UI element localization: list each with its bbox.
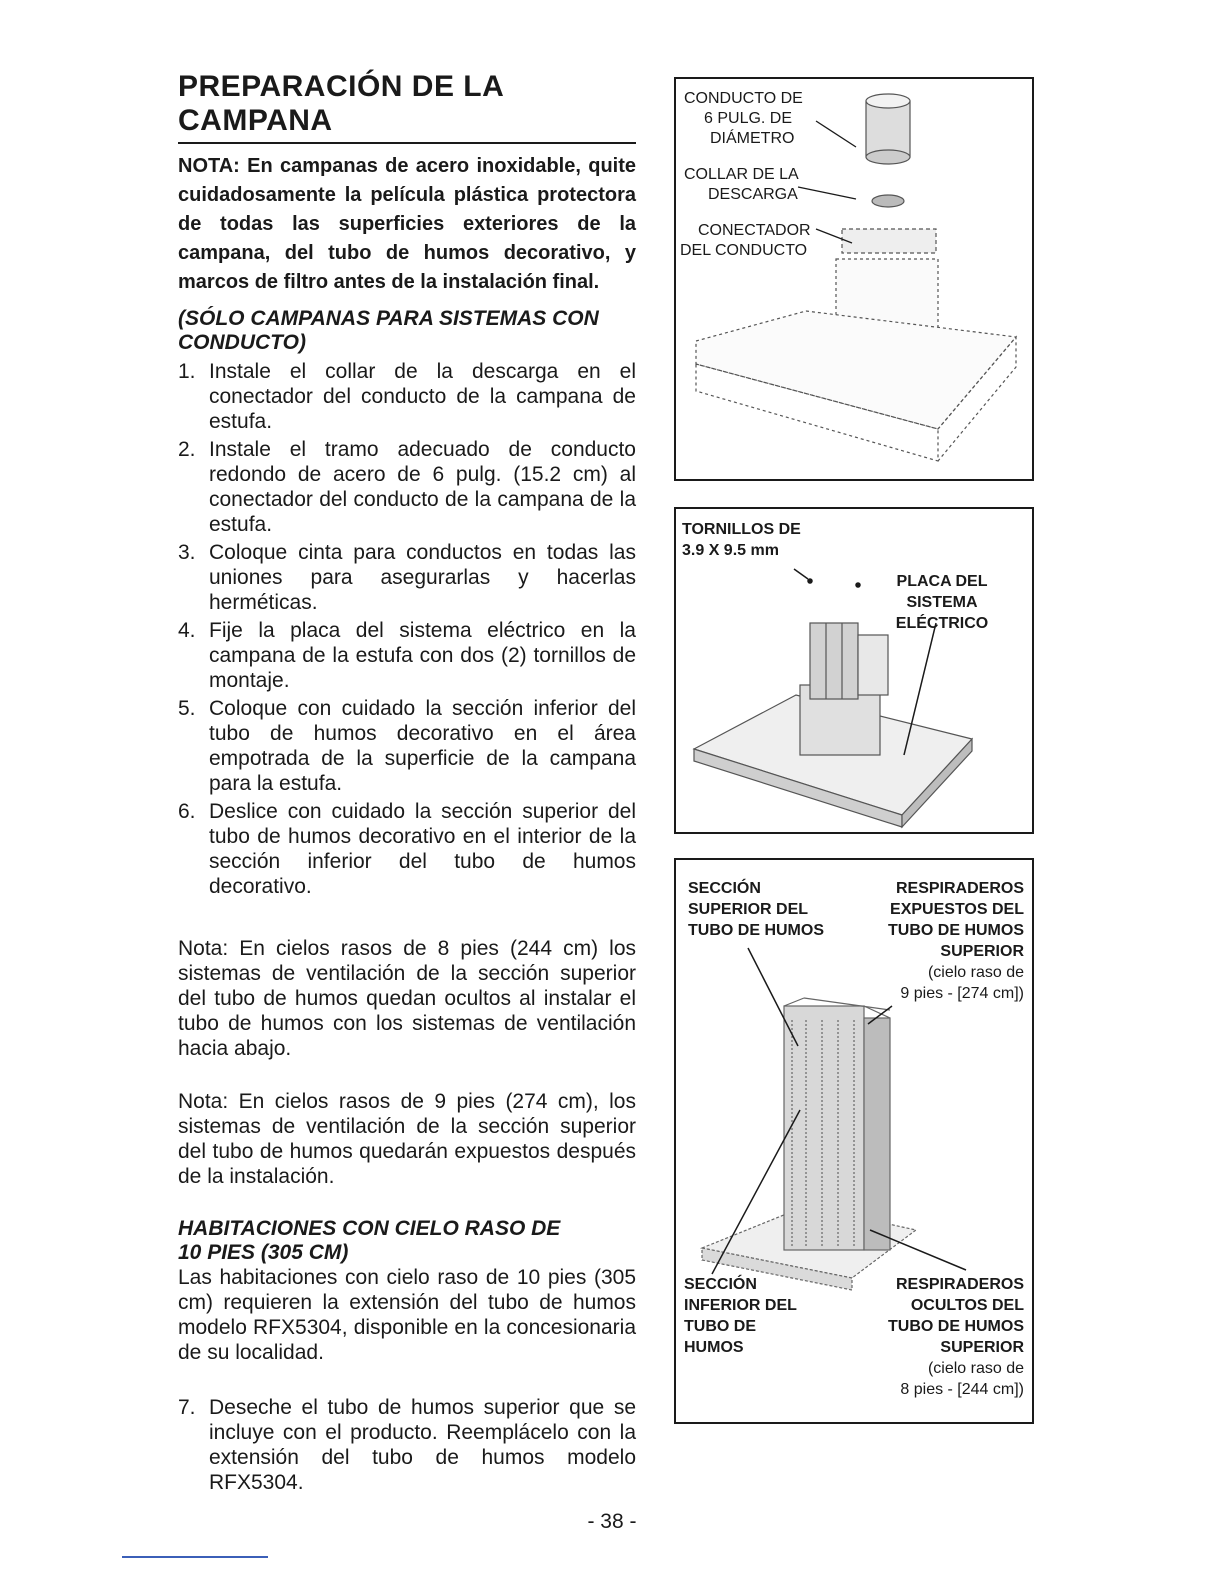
plate-label: PLACA DEL SISTEMA ELÉCTRICO <box>895 573 989 632</box>
step-number: 3. <box>178 541 196 564</box>
title-line-2: CAMPANA <box>178 104 333 137</box>
step-text: Coloque cinta para conductos en todas las uniones para asegurarlas y hacerlas herméticas. <box>209 541 636 614</box>
list-item <box>178 437 636 537</box>
note-9ft: Nota: En cielos rasos de 9 pies (274 cm), los sistemas de ventilación de la sección superior del tubo de humos quedarán expuestos después de la instalación. <box>178 1090 636 1188</box>
list-item <box>178 1395 636 1495</box>
upper-section-label: SECCIÓN SUPERIOR DEL TUBO DE HUMOS <box>688 880 824 939</box>
note-8ft: Nota: En cielos rasos de 8 pies (244 cm) los sistemas de ventilación de la sección superior del tubo de humos quedan ocultos al instalar el tubo de humos con los sistemas de ventilación hacia abajo. <box>178 937 636 1060</box>
ceiling-heading <box>178 1217 636 1265</box>
step-text: Coloque con cuidado la sección inferior del tubo de humos decorativo en el área empotrada de la superficie de la campana para la estufa. <box>209 697 636 795</box>
step-7-list <box>178 1395 636 1495</box>
list-item <box>178 540 636 615</box>
list-item <box>178 618 636 693</box>
step-number: 5. <box>178 697 196 720</box>
step-number: 2. <box>178 438 196 461</box>
step-number: 6. <box>178 800 196 823</box>
connector-label: CONECTADOR DEL CONDUCTO <box>680 222 811 259</box>
stainless-note: NOTA: En campanas de acero inoxidable, quite cuidadosamente la película plástica protectora de todas las superficies exteriores de la campana, del tubo de humos decorativo, y marcos de filtro antes de la instalación final. <box>178 155 636 293</box>
exposed-vents-label: RESPIRADEROS EXPUESTOS DEL TUBO DE HUMOS SUPERIOR (cielo raso de 9 pies - [274 cm]) <box>888 880 1024 1002</box>
left-column <box>178 70 636 1498</box>
figure-duct-assembly <box>674 77 1034 481</box>
step-text: Instale el collar de la descarga en el conectador del conducto de la campana de estufa. <box>209 360 636 433</box>
ceiling-text: Las habitaciones con cielo raso de 10 pies (305 cm) requieren la extensión del tubo de humos modelo RFX5304, disponible en la concesionaria de su localidad. <box>178 1266 636 1364</box>
ducted-heading: (SÓLO CAMPANAS PARA SISTEMAS CON CONDUCTO) <box>178 307 599 354</box>
hidden-vents-label: RESPIRADEROS OCULTOS DEL TUBO DE HUMOS SUPERIOR (cielo raso de 8 pies - [244 cm]) <box>888 1276 1024 1398</box>
lower-section-label: SECCIÓN INFERIOR DEL TUBO DE HUMOS <box>684 1276 797 1356</box>
page-title <box>178 70 636 144</box>
list-item <box>178 696 636 796</box>
bottom-rule <box>122 1556 268 1558</box>
list-item <box>178 359 636 434</box>
duct-label: CONDUCTO DE 6 PULG. DE DIÁMETRO <box>684 90 803 147</box>
title-line-1: PREPARACIÓN DE LA <box>178 70 505 103</box>
step-number: 4. <box>178 619 196 642</box>
collar-label: COLLAR DE LA DESCARGA <box>684 166 799 203</box>
step-text: Fije la placa del sistema eléctrico en la campana de la estufa con dos (2) tornillos de montaje. <box>209 619 636 692</box>
list-item <box>178 799 636 899</box>
ceiling-heading-line-2: 10 PIES (305 CM) <box>178 1241 349 1264</box>
figure-chimney-sections <box>674 858 1034 1424</box>
step-number: 1. <box>178 360 196 383</box>
page-number: - 38 - <box>587 1510 637 1533</box>
step-text: Deseche el tubo de humos superior que se incluye con el producto. Reemplácelo con la extensión del tubo de humos modelo RFX5304. <box>209 1396 636 1494</box>
step-text: Instale el tramo adecuado de conducto redondo de acero de 6 pulg. (15.2 cm) al conectador del conducto de la campana de la estufa. <box>209 438 636 536</box>
step-text: Deslice con cuidado la sección superior del tubo de humos decorativo en el interior de la sección inferior del tubo de humos decorativo. <box>209 800 636 898</box>
screws-label: TORNILLOS DE 3.9 X 9.5 mm <box>682 521 801 559</box>
step-number: 7. <box>178 1396 196 1419</box>
steps-list <box>178 359 636 899</box>
ceiling-heading-line-1: HABITACIONES CON CIELO RASO DE <box>178 1217 561 1240</box>
figure-electrical-plate <box>674 507 1034 834</box>
